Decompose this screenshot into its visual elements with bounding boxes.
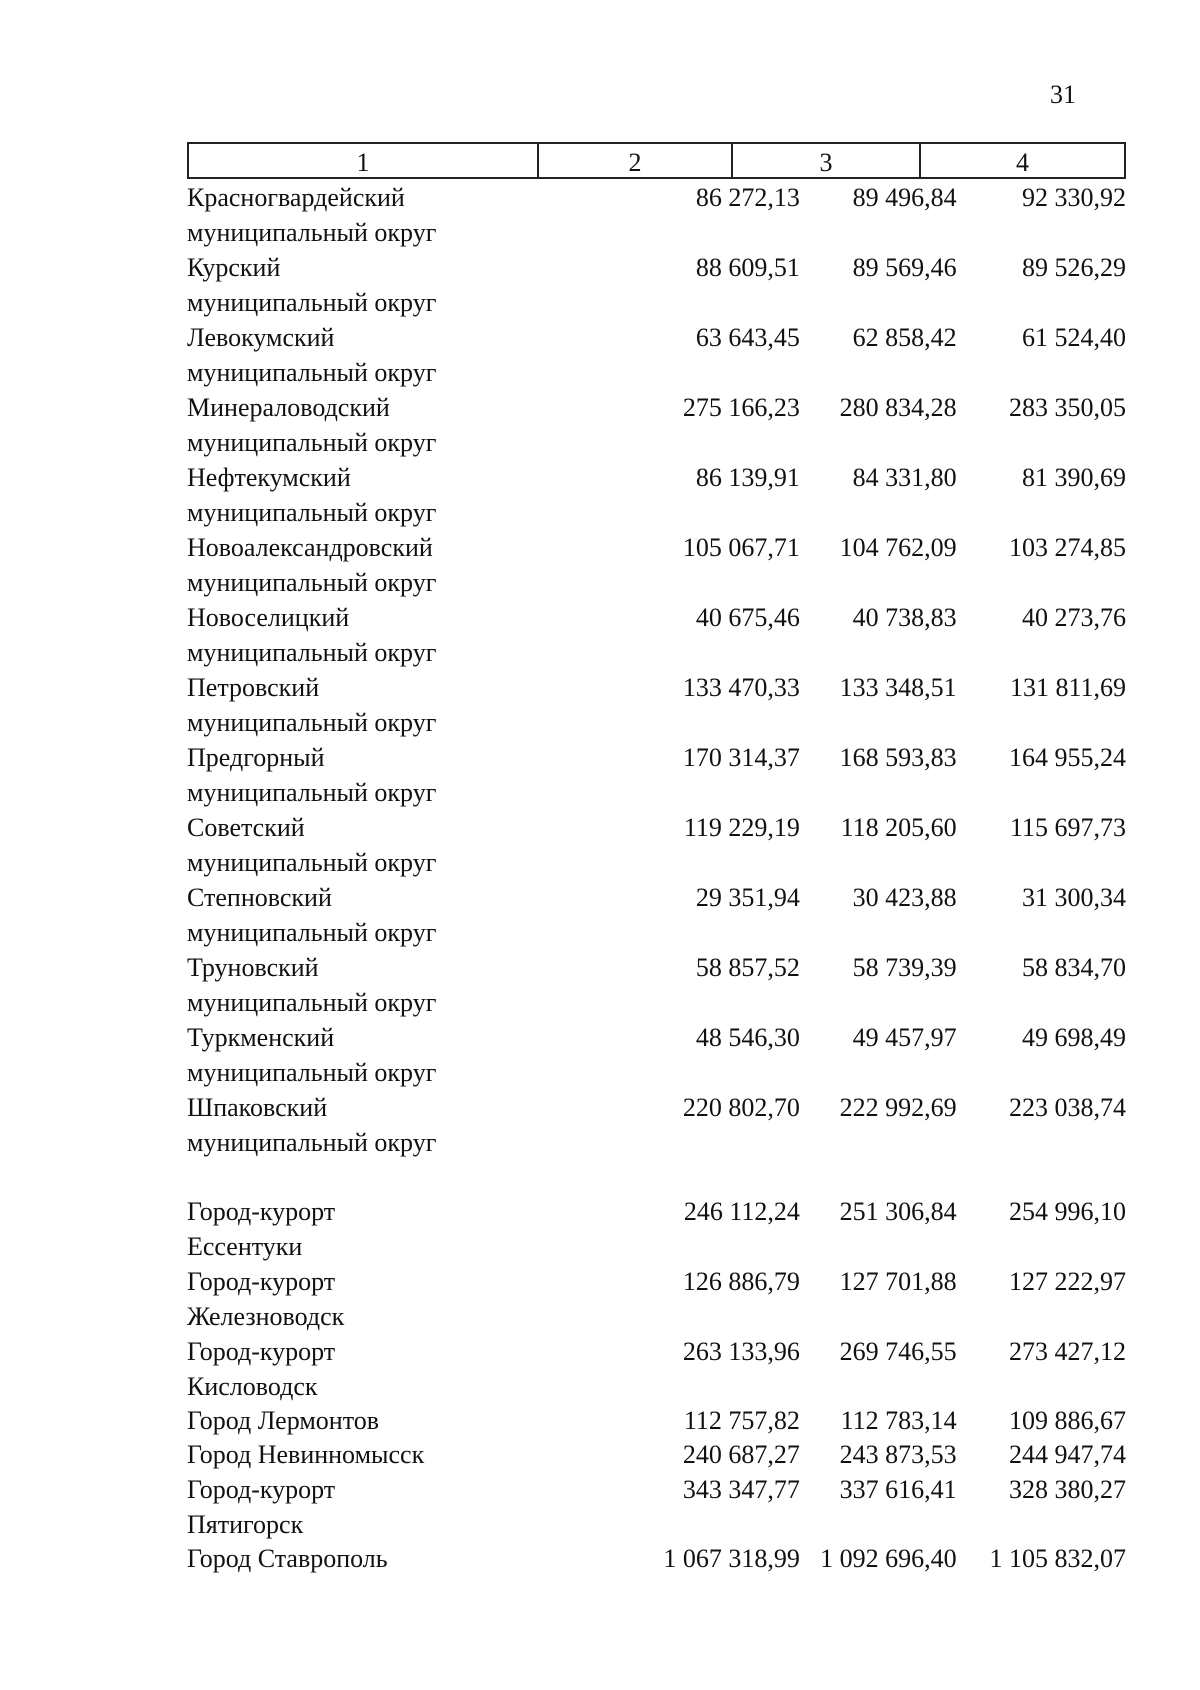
cell-col-3: 269 746,55 <box>839 1337 957 1366</box>
table-row <box>187 250 1126 320</box>
cell-col-3: 280 834,28 <box>839 393 957 422</box>
cell-col-4: 223 038,74 <box>1009 1093 1127 1122</box>
cell-col-3: 127 701,88 <box>839 1267 957 1296</box>
cell-col-3: 118 205,60 <box>840 813 957 842</box>
cell-col-2: 1 067 318,99 <box>663 1544 800 1573</box>
row-name: Красногвардейский муниципальный округ <box>187 183 437 247</box>
page-number: 31 <box>1050 80 1076 109</box>
cell-col-4: 164 955,24 <box>1009 743 1127 772</box>
table-row <box>187 600 1126 670</box>
data-rows <box>187 180 1126 1576</box>
cell-col-3: 62 858,42 <box>852 323 957 352</box>
cell-col-2: 86 139,91 <box>695 463 800 492</box>
cell-col-3: 89 496,84 <box>852 183 957 212</box>
cell-col-4: 81 390,69 <box>1022 463 1127 492</box>
cell-col-3: 89 569,46 <box>852 253 957 282</box>
cell-col-2: 275 166,23 <box>682 393 800 422</box>
row-name: Труновский муниципальный округ <box>187 953 437 1017</box>
row-name: Советский муниципальный округ <box>187 813 437 877</box>
cell-col-3: 133 348,51 <box>839 673 957 702</box>
cell-col-2: 119 229,19 <box>683 813 800 842</box>
cell-col-4: 244 947,74 <box>1009 1440 1127 1469</box>
cell-col-2: 343 347,77 <box>682 1475 800 1504</box>
cell-col-3: 1 092 696,40 <box>820 1544 957 1573</box>
table-row <box>187 740 1126 810</box>
row-name: Город-курорт Железноводск <box>187 1267 345 1331</box>
table-row <box>187 670 1126 740</box>
row-name: Город-курорт Ессентуки <box>187 1197 336 1261</box>
cell-col-4: 109 886,67 <box>1009 1406 1127 1435</box>
cell-col-3: 112 783,14 <box>840 1406 957 1435</box>
cell-col-4: 283 350,05 <box>1009 393 1127 422</box>
cell-col-2: 220 802,70 <box>682 1093 800 1122</box>
cell-col-3: 104 762,09 <box>839 533 957 562</box>
table-row <box>187 530 1126 600</box>
cell-col-3: 222 992,69 <box>839 1093 957 1122</box>
cell-col-2: 126 886,79 <box>682 1267 800 1296</box>
row-name: Курский муниципальный округ <box>187 253 437 317</box>
cell-col-2: 263 133,96 <box>682 1337 800 1366</box>
cell-col-4: 61 524,40 <box>1022 323 1127 352</box>
cell-col-2: 86 272,13 <box>695 183 800 212</box>
table-row <box>187 180 1126 250</box>
cell-col-3: 40 738,83 <box>852 603 957 632</box>
cell-col-3: 337 616,41 <box>839 1475 957 1504</box>
cell-col-2: 105 067,71 <box>682 533 800 562</box>
cell-col-4: 127 222,97 <box>1009 1267 1127 1296</box>
cell-col-3: 58 739,39 <box>852 953 957 982</box>
row-name: Левокумский муниципальный округ <box>187 323 437 387</box>
cell-col-4: 131 811,69 <box>1009 673 1127 702</box>
cell-col-4: 40 273,76 <box>1022 603 1127 632</box>
cell-col-4: 89 526,29 <box>1022 253 1127 282</box>
cell-col-4: 103 274,85 <box>1009 533 1127 562</box>
row-name: Предгорный муниципальный округ <box>187 743 437 807</box>
row-name: Нефтекумский муниципальный округ <box>187 463 437 527</box>
cell-col-3: 168 593,83 <box>839 743 957 772</box>
cell-col-4: 328 380,27 <box>1009 1475 1127 1504</box>
table-row <box>187 1194 1126 1264</box>
cell-col-2: 133 470,33 <box>682 673 800 702</box>
column-header-3: 3 <box>732 143 920 178</box>
row-name: Шпаковский муниципальный округ <box>187 1093 437 1157</box>
table-row <box>187 1334 1126 1404</box>
table-row <box>187 1472 1126 1542</box>
cell-col-4: 273 427,12 <box>1009 1337 1127 1366</box>
cell-col-4: 92 330,92 <box>1022 183 1127 212</box>
column-header-table <box>187 142 1126 179</box>
cell-col-4: 58 834,70 <box>1022 953 1127 982</box>
row-name: Новоселицкий муниципальный округ <box>187 603 437 667</box>
cell-col-3: 30 423,88 <box>852 883 957 912</box>
row-name: Город Ставрополь <box>187 1544 388 1573</box>
row-name: Степновский муниципальный округ <box>187 883 437 947</box>
cell-col-4: 1 105 832,07 <box>989 1544 1127 1573</box>
table-row <box>187 390 1126 460</box>
row-name: Туркменский муниципальный округ <box>187 1023 437 1087</box>
table-row <box>187 1264 1126 1334</box>
cell-col-3: 243 873,53 <box>839 1440 957 1469</box>
column-header-4: 4 <box>920 143 1125 178</box>
cell-col-2: 48 546,30 <box>695 1023 800 1052</box>
cell-col-3: 49 457,97 <box>852 1023 957 1052</box>
row-name: Петровский муниципальный округ <box>187 673 437 737</box>
row-name: Минераловодский муниципальный округ <box>187 393 437 457</box>
table-row <box>187 460 1126 530</box>
row-name: Город-курорт Кисловодск <box>187 1337 336 1401</box>
table-row <box>187 1542 1126 1576</box>
row-name: Новоалександровский муниципальный округ <box>187 533 437 597</box>
cell-col-2: 112 757,82 <box>683 1406 800 1435</box>
cell-col-4: 49 698,49 <box>1022 1023 1127 1052</box>
cell-col-3: 84 331,80 <box>852 463 957 492</box>
cell-col-2: 29 351,94 <box>695 883 800 912</box>
table-row <box>187 950 1126 1020</box>
cell-col-2: 88 609,51 <box>695 253 800 282</box>
table-row <box>187 1438 1126 1472</box>
table-row <box>187 880 1126 950</box>
table-row <box>187 1404 1126 1438</box>
row-name: Город Невинномысск <box>187 1440 425 1469</box>
table-row <box>187 1090 1126 1160</box>
cell-col-2: 170 314,37 <box>682 743 800 772</box>
cell-col-2: 40 675,46 <box>695 603 800 632</box>
cell-col-2: 240 687,27 <box>682 1440 800 1469</box>
row-name: Город-курорт Пятигорск <box>187 1475 336 1539</box>
cell-col-2: 58 857,52 <box>695 953 800 982</box>
cell-col-2: 63 643,45 <box>695 323 800 352</box>
cell-col-2: 246 112,24 <box>683 1197 800 1226</box>
table-row <box>187 1020 1126 1090</box>
cell-col-4: 31 300,34 <box>1022 883 1127 912</box>
column-header-1: 1 <box>188 143 538 178</box>
cell-col-4: 254 996,10 <box>1009 1197 1127 1226</box>
table-row <box>187 810 1126 880</box>
cell-col-4: 115 697,73 <box>1009 813 1127 842</box>
column-header-2: 2 <box>538 143 732 178</box>
row-name: Город Лермонтов <box>187 1406 379 1435</box>
cell-col-3: 251 306,84 <box>839 1197 957 1226</box>
section-gap <box>187 1160 1126 1194</box>
table-row <box>187 320 1126 390</box>
